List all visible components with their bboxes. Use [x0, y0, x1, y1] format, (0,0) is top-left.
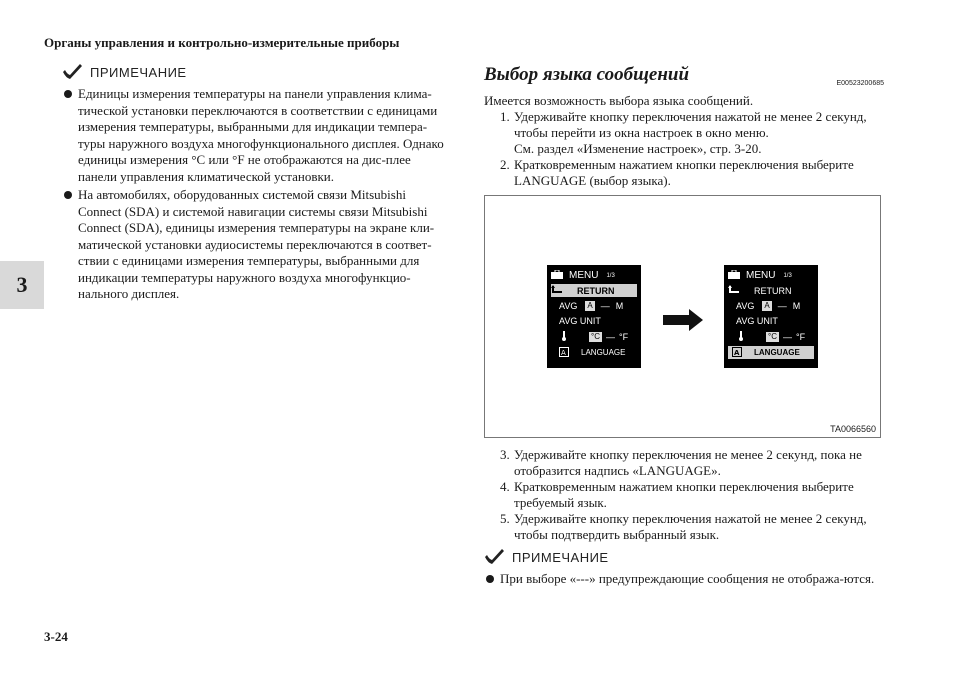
section-code: E00523200685 [836, 80, 884, 87]
left-note [62, 64, 452, 305]
step-item: 2. Кратковременным нажатием кнопки переключения выберите LANGUAGE (выбор языка). [500, 157, 854, 188]
step-item: 4. Кратковременным нажатием кнопки переключения выберите требуемый язык. [500, 479, 854, 510]
running-header: Органы управления и контрольно-измерительные приборы [44, 35, 400, 50]
bottom-note [484, 549, 884, 588]
avg-unit-row: AVG UNIT [736, 315, 778, 326]
steps-after [484, 447, 884, 543]
menu-page: 1/3 [606, 272, 615, 279]
note-bullet: Единицы измерения температуры на панели управления клима-тической установки переключаются в соответствии с единицами измерения температуры, выбранными для индикации темпера-туры наружного воздуха многофункционального дисплея. Однако единицы измерения °C или °F не отображаются на дис-плее панели управления климатической установки. [62, 86, 452, 185]
note-bullet: На автомобилях, оборудованных системой связи Mitsubishi Connect (SDA) и системой навигации системы связи Mitsubishi Connect (SDA), единицы измерения температуры на экране кли-матической установки аудиосистемы переключаются в соответ-ствии с единицами измерения температуры, выбранными для индикации температуры наружного воздуха многофункцио-нального дисплея. [62, 187, 452, 303]
transition-arrow-icon [663, 309, 703, 331]
language-icon [732, 347, 742, 359]
chapter-tab: 3 [0, 261, 44, 309]
return-arrow-icon [728, 285, 740, 296]
display-screen-before [547, 265, 641, 368]
thermometer-icon [561, 331, 567, 343]
thermometer-icon [738, 331, 744, 343]
menu-label: MENU [569, 270, 599, 281]
pencil-note-icon [484, 549, 506, 565]
svg-text:A: A [561, 348, 566, 357]
menu-label: MENU [746, 270, 776, 281]
menu-figure [484, 195, 881, 438]
menu-briefcase-icon [551, 270, 563, 281]
return-row: RETURN [728, 284, 814, 297]
avg-unit-row: AVG UNIT [559, 315, 601, 326]
step-item: 3. Удерживайте кнопку переключения не менее 2 секунд, пока не отобразится надпись «LANGUAGE». [500, 447, 862, 478]
svg-text:A: A [734, 348, 740, 357]
avg-row: AVG A — M [736, 300, 801, 311]
figure-code: TA0066560 [830, 424, 876, 434]
page-number: 3-24 [44, 629, 68, 644]
menu-page: 1/3 [783, 272, 792, 279]
display-screen-after [724, 265, 818, 368]
return-arrow-icon [551, 285, 563, 296]
note-heading [62, 64, 452, 80]
note-label: ПРИМЕЧАНИЕ [512, 549, 609, 565]
pencil-note-icon [62, 64, 84, 80]
note-bullet: При выборе «---» предупреждающие сообщения не отобража-ются. [484, 571, 884, 588]
step-item: 1. Удерживайте кнопку переключения нажатой не менее 2 секунд, чтобы перейти из окна настроек в окно меню. [500, 109, 867, 140]
language-row-selected: A LANGUAGE [728, 346, 814, 359]
note-heading [484, 549, 884, 565]
step-item: 5. Удерживайте кнопку переключения нажатой не менее 2 секунд, чтобы подтвердить выбранный язык. [500, 511, 867, 542]
language-row: A LANGUAGE [561, 348, 626, 357]
section-title: Выбор языка сообщений [484, 64, 690, 85]
language-icon [559, 347, 569, 359]
language-section [484, 64, 884, 189]
return-row: RETURN [551, 284, 637, 297]
temp-unit-row: °C — °F [728, 330, 814, 343]
step-item: См. раздел «Изменение настроек», стр. 3-20. [514, 141, 762, 156]
temp-unit-row: °C — °F [551, 330, 637, 343]
note-label: ПРИМЕЧАНИЕ [90, 64, 187, 80]
avg-row: AVG A — M [559, 300, 624, 311]
menu-briefcase-icon [728, 270, 740, 281]
section-intro: Имеется возможность выбора языка сообщений. [484, 93, 754, 108]
